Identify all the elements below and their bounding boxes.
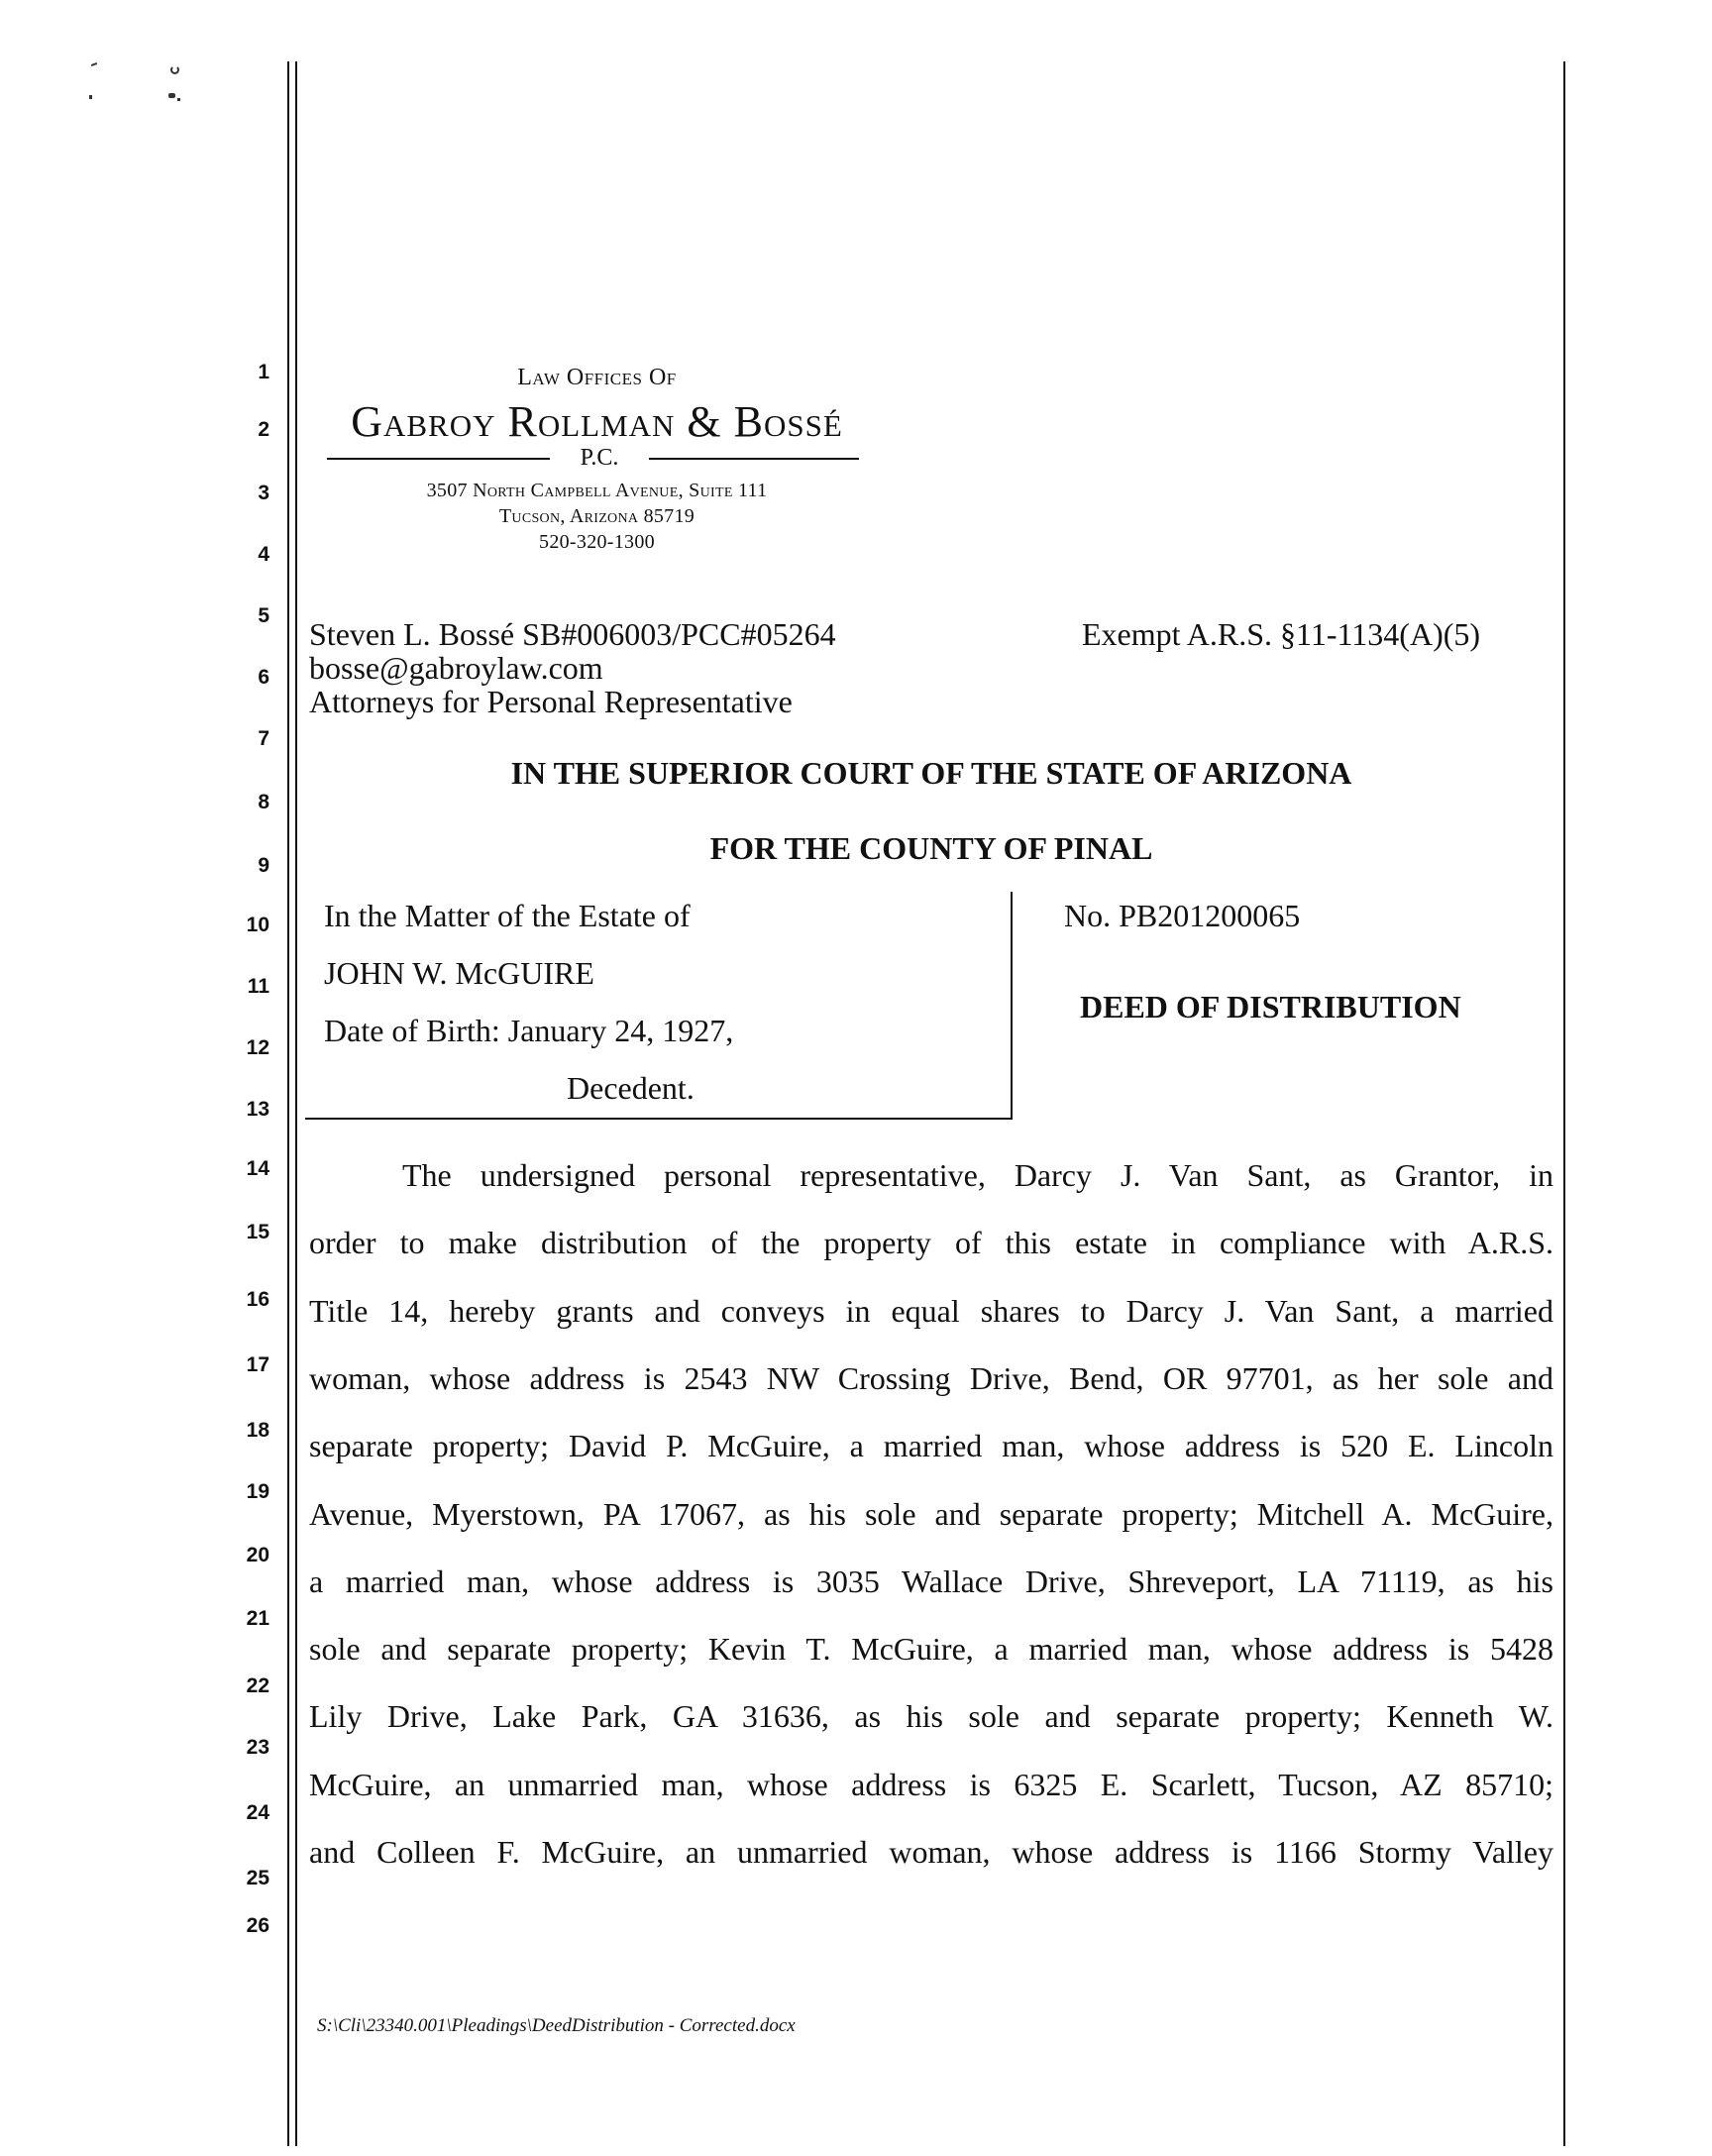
court-heading-line2: FOR THE COUNTY OF PINAL — [709, 830, 1153, 866]
line-number: 4 — [258, 543, 269, 566]
line-number: 20 — [246, 1544, 269, 1566]
line-number: 7 — [258, 727, 269, 750]
scan-speck — [168, 93, 175, 98]
letterhead-rule-left — [327, 458, 550, 460]
left-margin-rule — [295, 61, 297, 2146]
caption-matter: In the Matter of the Estate of — [324, 898, 691, 933]
body-line: separate property; David P. McGuire, a married man, whose address is 520 E. Lincoln — [309, 1428, 1553, 1463]
line-number: 19 — [246, 1480, 269, 1503]
scan-speck — [89, 95, 92, 99]
line-number: 23 — [246, 1736, 269, 1759]
line-number: 5 — [258, 604, 269, 627]
attorney-name-bar: Steven L. Bossé SB#006003/PCC#05264 — [309, 616, 836, 652]
attorney-role: Attorneys for Personal Representative — [309, 684, 793, 719]
line-number: 10 — [246, 914, 269, 936]
line-number: 21 — [246, 1607, 269, 1630]
scan-speck — [170, 65, 179, 74]
line-number: 26 — [246, 1914, 269, 1937]
exempt-notice: Exempt A.R.S. §11-1134(A)(5) — [1082, 616, 1481, 652]
body-line: Lily Drive, Lake Park, GA 31636, as his sole and separate property; Kenneth W. — [309, 1698, 1553, 1734]
body-line: McGuire, an unmarried man, whose address is 6325 E. Scarlett, Tucson, AZ 85710; — [309, 1767, 1553, 1802]
body-line: order to make distribution of the property of this estate in compliance with A.R.S. — [309, 1225, 1553, 1260]
case-number: No. PB201200065 — [1064, 898, 1301, 933]
body-line: Title 14, hereby grants and conveys in equal shares to Darcy J. Van Sant, a married — [309, 1293, 1553, 1329]
scan-speck — [177, 98, 180, 101]
body-line: a married man, whose address is 3035 Wallace Drive, Shreveport, LA 71119, as his — [309, 1563, 1553, 1599]
court-heading-line1: IN THE SUPERIOR COURT OF THE STATE OF ARIZONA — [510, 755, 1352, 791]
scan-speck — [91, 62, 97, 66]
line-number: 9 — [258, 854, 269, 877]
caption-decedent-label: Decedent. — [567, 1070, 695, 1106]
line-number: 14 — [246, 1157, 269, 1180]
body-line: Avenue, Myerstown, PA 17067, as his sole and separate property; Mitchell A. McGuire, — [309, 1496, 1553, 1532]
line-number: 24 — [246, 1801, 269, 1824]
footer-file-path: S:\Cli\23340.001\Pleadings\DeedDistribution - Corrected.docx — [317, 2015, 796, 2036]
caption-decedent-name: JOHN W. McGUIRE — [324, 955, 594, 991]
left-margin-rule — [287, 61, 289, 2146]
letterhead-address-line1: 3507 North Campbell Avenue, Suite 111 — [426, 480, 768, 501]
letterhead-pc: P.C. — [580, 445, 619, 471]
line-number: 22 — [246, 1674, 269, 1697]
line-number: 3 — [258, 482, 269, 504]
body-line: sole and separate property; Kevin T. McGuire, a married man, whose address is 5428 — [309, 1631, 1553, 1667]
line-number: 11 — [247, 975, 269, 998]
line-number: 17 — [246, 1353, 269, 1376]
line-number: 12 — [246, 1036, 269, 1059]
line-number: 6 — [258, 666, 269, 689]
line-number: 8 — [258, 791, 269, 813]
body-line: woman, whose address is 2543 NW Crossing Drive, Bend, OR 97701, as her sole and — [309, 1360, 1553, 1396]
line-number: 25 — [246, 1867, 269, 1889]
document-title: DEED OF DISTRIBUTION — [1080, 989, 1461, 1024]
letterhead-phone: 520-320-1300 — [539, 531, 655, 553]
line-number: 13 — [246, 1098, 269, 1121]
right-margin-rule — [1563, 61, 1565, 2146]
line-number: 1 — [258, 361, 269, 383]
attorney-email: bosse@gabroylaw.com — [309, 650, 603, 686]
letterhead-rule-right — [649, 458, 859, 460]
body-line: and Colleen F. McGuire, an unmarried woman, whose address is 1166 Stormy Valley — [309, 1834, 1553, 1870]
letterhead-firm-name: Gabroy Rollman & Bossé — [351, 397, 843, 446]
caption-divider — [1011, 892, 1013, 1120]
letterhead-law-offices: Law Offices Of — [517, 365, 677, 390]
caption-bottom-rule — [305, 1118, 1013, 1120]
line-number: 16 — [246, 1288, 269, 1311]
body-line: The undersigned personal representative, Darcy J. Van Sant, as Grantor, in — [402, 1157, 1553, 1193]
line-number: 15 — [246, 1221, 269, 1243]
line-number: 2 — [258, 418, 269, 441]
caption-dob: Date of Birth: January 24, 1927, — [324, 1013, 734, 1048]
line-number: 18 — [246, 1419, 269, 1442]
letterhead-address-line2: Tucson, Arizona 85719 — [498, 505, 696, 527]
